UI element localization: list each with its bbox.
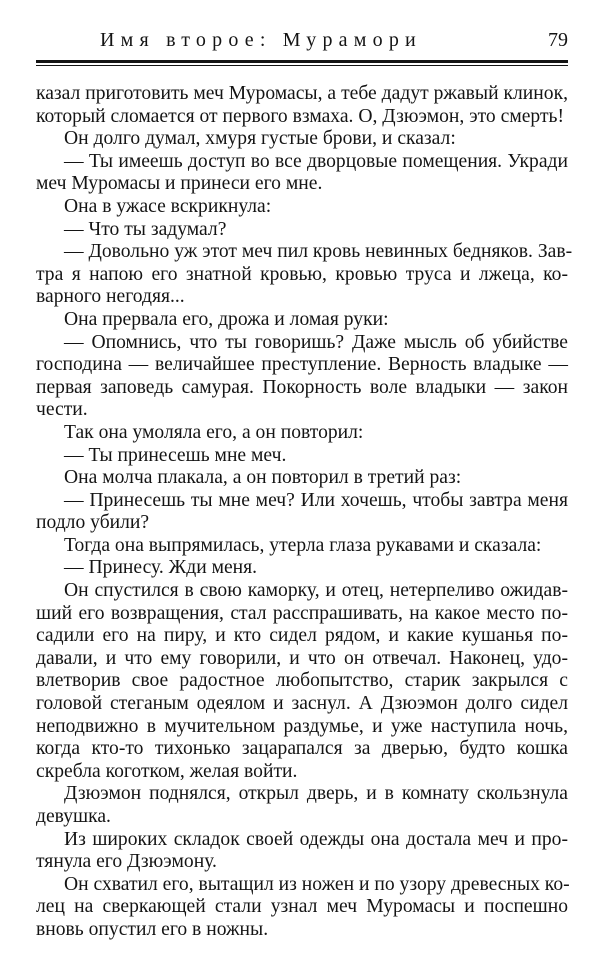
text-line: неподвижно в мучительном раздумье, и уже наступила ночь, — [36, 715, 568, 737]
text-line: — Принесу. Жди меня. — [64, 557, 258, 579]
text-line: тянула его Дзюэмону. — [36, 851, 217, 873]
header-rule-thick — [36, 60, 568, 63]
text-line: скребла коготком, желая войти. — [36, 760, 298, 782]
text-line: — Ты принесешь мне меч. — [64, 444, 287, 466]
text-line: Она в ужасе вскрикнула: — [64, 195, 272, 217]
header-rule-thin — [36, 65, 568, 66]
text-line: Он схватил его, вытащил из ножен и по узору древесных ко- — [64, 873, 570, 895]
text-line: первая заповедь самурая. Покорность воле владыки — закон — [36, 376, 568, 398]
text-line: варного негодяя... — [36, 286, 185, 308]
text-line: Она молча плакала, а он повторил в третий раз: — [64, 467, 462, 489]
text-line: Так она умоляла его, а он повторил: — [64, 421, 364, 443]
text-line: тра я напою его знатной кровью, кровью труса и лжеца, ко- — [36, 263, 568, 285]
text-line: давали, и что ему говорили, и что он отвечал. Наконец, удо- — [36, 647, 568, 669]
text-line: вновь опустил его в ножны. — [36, 918, 269, 940]
text-line: — Опомнись, что ты говоришь? Даже мысль об убийстве — [64, 331, 568, 353]
text-line: — Принесешь ты мне меч? Или хочешь, чтобы завтра меня — [64, 489, 568, 511]
page-number: 79 — [548, 29, 568, 51]
text-line: влетворив свое радостное любопытство, старик закрылся с — [36, 670, 568, 692]
text-line: лец на сверкающей стали узнал меч Муромасы и поспешно — [36, 896, 568, 918]
text-line: меч Муромасы и принеси его мне. — [36, 173, 323, 195]
page-header — [36, 28, 568, 58]
text-line: девушка. — [36, 806, 111, 827]
text-line: Она прервала его, дрожа и ломая руки: — [64, 308, 389, 330]
running-title: Имя второе: Мурамори — [100, 29, 422, 51]
text-line: — Что ты задумал? — [64, 218, 227, 240]
text-line: когда кто-то тихонько зацарапался за дверью, будто кошка — [36, 738, 568, 760]
text-line: господина — величайшее преступление. Верность владыке — — [36, 354, 568, 376]
text-line: казал приготовить меч Муромасы, а тебе дадут ржавый клинок, — [36, 83, 568, 104]
text-line: Дзюэмон поднялся, открыл дверь, и в комнату скользнула — [64, 783, 568, 805]
text-line: Тогда она выпрямилась, утерла глаза рукавами и сказала: — [64, 534, 542, 556]
text-line: головой стеганым одеялом и заснул. А Дзюэмон долго сидел — [36, 693, 568, 715]
text-line: садили его на пиру, и кто сидел рядом, и какие кушанья по- — [36, 625, 568, 647]
text-line: чести. — [36, 399, 88, 421]
text-line: — Довольно уж этот меч пил кровь невинных бедняков. Зав- — [64, 241, 573, 263]
text-line: ший его возвращения, стал расспрашивать, на какое место по- — [36, 602, 568, 624]
text-line: подло убили? — [36, 512, 150, 534]
text-line: Он спустился в свою каморку, и отец, нетерпеливо ожидав- — [64, 580, 568, 602]
text-line: Из широких складок своей одежды она достала меч и про- — [64, 828, 568, 850]
text-line: — Ты имеешь доступ во все дворцовые помещения. Укради — [64, 150, 568, 172]
text-line: который сломается от первого взмаха. О, Дзюэмон, это смерть! — [36, 105, 564, 127]
body-text — [36, 83, 573, 942]
text-line: Он долго думал, хмуря густые брови, и сказал: — [64, 128, 456, 150]
